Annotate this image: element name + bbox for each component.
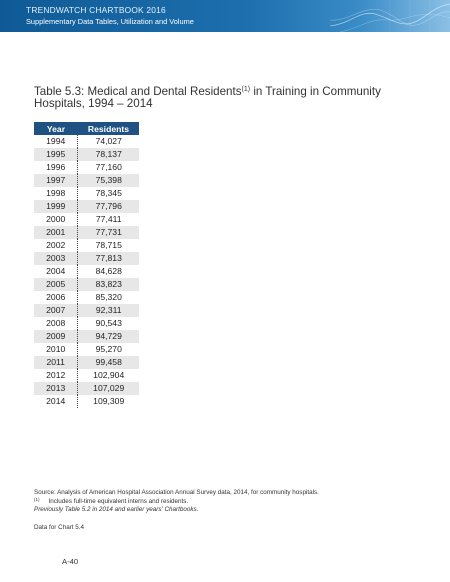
table-row — [34, 161, 139, 174]
year-cell: 2001 — [34, 226, 78, 239]
header-banner — [0, 0, 450, 32]
table-title-main: Table 5.3: Medical and Dental Residents — [34, 85, 242, 98]
table-row — [34, 226, 139, 239]
source-note: Source: Analysis of American Hospital Association Annual Survey data, 2014, for community hospitals. — [34, 489, 319, 496]
residents-cell: 75,398 — [78, 174, 139, 187]
year-cell: 2010 — [34, 343, 78, 356]
year-cell: 2011 — [34, 356, 78, 369]
table-row — [34, 135, 139, 148]
year-cell: 2014 — [34, 395, 78, 408]
table-row — [34, 187, 139, 200]
residents-cell: 85,320 — [78, 291, 139, 304]
chartbook-title: TRENDWATCH CHARTBOOK 2016 — [26, 5, 166, 15]
residents-cell: 94,729 — [78, 330, 139, 343]
residents-cell: 109,309 — [78, 395, 139, 408]
table-header-row — [34, 122, 139, 135]
year-cell: 1995 — [34, 148, 78, 161]
residents-table — [34, 122, 139, 408]
header-residents: Residents — [78, 122, 139, 135]
year-cell: 2002 — [34, 239, 78, 252]
year-cell: 1998 — [34, 187, 78, 200]
table-title-rest: in Training in Community Hospitals, 1994 – 2014 — [34, 85, 381, 110]
year-cell: 2003 — [34, 252, 78, 265]
table-title — [34, 86, 424, 110]
residents-cell: 107,029 — [78, 382, 139, 395]
residents-cell: 78,137 — [78, 148, 139, 161]
year-cell: 1996 — [34, 161, 78, 174]
table-row — [34, 174, 139, 187]
table-row — [34, 369, 139, 382]
decorative-wave-graphic — [330, 0, 450, 32]
table-row — [34, 291, 139, 304]
table-row — [34, 265, 139, 278]
residents-cell: 92,311 — [78, 304, 139, 317]
table-row — [34, 343, 139, 356]
footnotes — [34, 489, 434, 513]
residents-cell: 84,628 — [78, 265, 139, 278]
table-row — [34, 148, 139, 161]
year-cell: 2009 — [34, 330, 78, 343]
residents-cell: 74,027 — [78, 135, 139, 148]
residents-cell: 78,345 — [78, 187, 139, 200]
page-number: A-40 — [62, 557, 79, 566]
year-cell: 2004 — [34, 265, 78, 278]
residents-cell: 83,823 — [78, 278, 139, 291]
residents-cell: 102,904 — [78, 369, 139, 382]
table-row — [34, 252, 139, 265]
residents-cell: 95,270 — [78, 343, 139, 356]
table-row — [34, 200, 139, 213]
table-row — [34, 382, 139, 395]
residents-cell: 77,160 — [78, 161, 139, 174]
table-row — [34, 395, 139, 408]
residents-cell: 78,715 — [78, 239, 139, 252]
year-cell: 2006 — [34, 291, 78, 304]
year-cell: 2007 — [34, 304, 78, 317]
table-row — [34, 330, 139, 343]
footnote-1 — [34, 496, 434, 505]
table-row — [34, 213, 139, 226]
year-cell: 2005 — [34, 278, 78, 291]
header-year: Year — [34, 122, 78, 135]
residents-cell: 90,543 — [78, 317, 139, 330]
table-row — [34, 304, 139, 317]
year-cell: 2012 — [34, 369, 78, 382]
table-row — [34, 356, 139, 369]
table-title-footnote-mark: (1) — [241, 86, 251, 93]
year-cell: 1997 — [34, 174, 78, 187]
year-cell: 1994 — [34, 135, 78, 148]
residents-cell: 99,458 — [78, 356, 139, 369]
year-cell: 2013 — [34, 382, 78, 395]
footnote-text: Includes full-time equivalent interns and residents. — [48, 498, 189, 506]
table-row — [34, 278, 139, 291]
year-cell: 2000 — [34, 213, 78, 226]
chartbook-subtitle: Supplementary Data Tables, Utilization and Volume — [26, 17, 194, 26]
year-cell: 2008 — [34, 317, 78, 330]
footnote-mark: (1) — [34, 497, 40, 503]
residents-cell: 77,411 — [78, 213, 139, 226]
table-row — [34, 317, 139, 330]
year-cell: 1999 — [34, 200, 78, 213]
previous-table-note: Previously Table 5.2 in 2014 and earlier years' Chartbooks. — [34, 505, 199, 513]
table-row — [34, 239, 139, 252]
residents-cell: 77,731 — [78, 226, 139, 239]
chart-reference: Data for Chart 5.4 — [34, 524, 85, 531]
residents-cell: 77,796 — [78, 200, 139, 213]
residents-cell: 77,813 — [78, 252, 139, 265]
